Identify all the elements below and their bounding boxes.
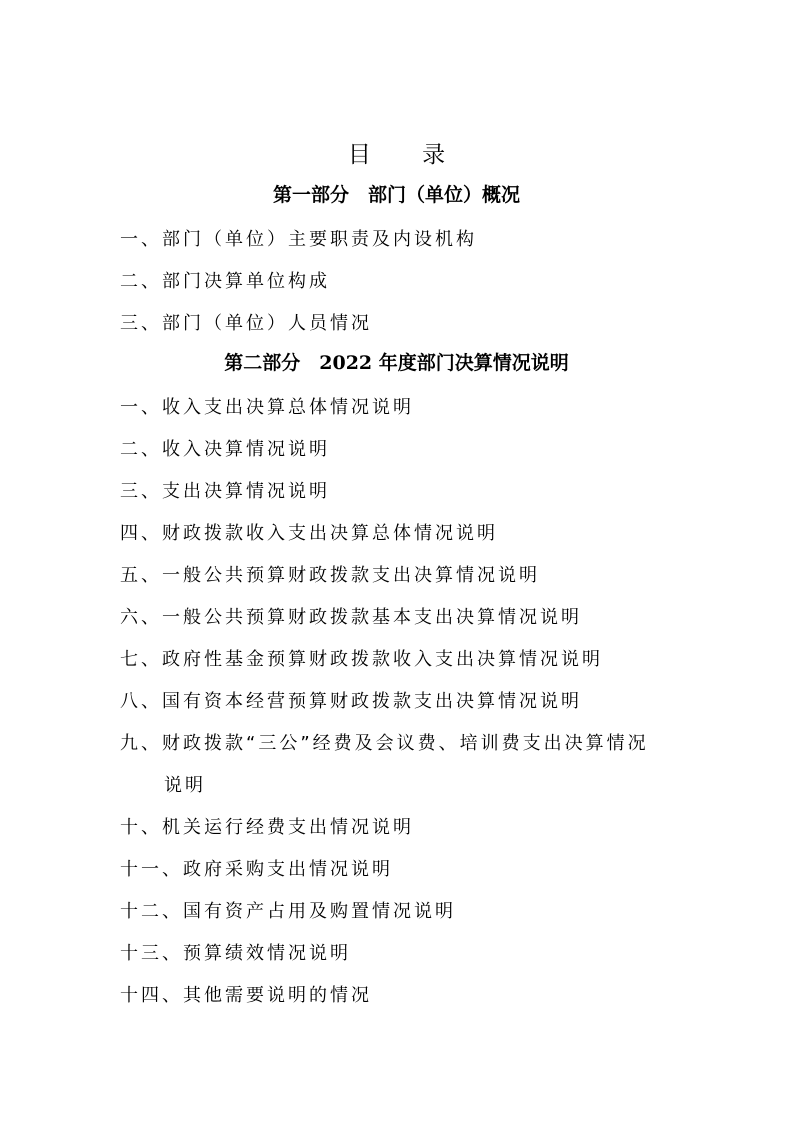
toc-title: 目 录 bbox=[347, 142, 468, 168]
part1-heading: 第一部分 部门（单位）概况 bbox=[272, 184, 520, 206]
toc-item: 十三、预算绩效情况说明 bbox=[120, 943, 351, 964]
toc-item: 七、政府性基金预算财政拨款收入支出决算情况说明 bbox=[120, 649, 603, 670]
part2-heading: 第二部分 2022 年度部门决算情况说明 bbox=[224, 352, 569, 374]
toc-item: 九、财政拨款“三公”经费及会议费、培训费支出决算情况 bbox=[120, 733, 649, 754]
toc-item: 三、部门（单位）人员情况 bbox=[120, 313, 372, 334]
toc-item: 十、机关运行经费支出情况说明 bbox=[120, 817, 414, 838]
toc-item: 八、国有资本经营预算财政拨款支出决算情况说明 bbox=[120, 691, 582, 712]
toc-item: 二、收入决算情况说明 bbox=[120, 439, 330, 460]
toc-item: 三、支出决算情况说明 bbox=[120, 481, 330, 502]
toc-item: 二、部门决算单位构成 bbox=[120, 271, 330, 292]
toc-item: 五、一般公共预算财政拨款支出决算情况说明 bbox=[120, 565, 540, 586]
toc-item: 一、收入支出决算总体情况说明 bbox=[120, 397, 414, 418]
toc-item-continuation: 说明 bbox=[164, 775, 206, 796]
toc-item: 四、财政拨款收入支出决算总体情况说明 bbox=[120, 523, 498, 544]
toc-item: 六、一般公共预算财政拨款基本支出决算情况说明 bbox=[120, 607, 582, 628]
toc-item: 十一、政府采购支出情况说明 bbox=[120, 859, 393, 880]
toc-item: 十四、其他需要说明的情况 bbox=[120, 985, 372, 1006]
toc-item: 十二、国有资产占用及购置情况说明 bbox=[120, 901, 456, 922]
toc-item: 一、部门（单位）主要职责及内设机构 bbox=[120, 229, 477, 250]
